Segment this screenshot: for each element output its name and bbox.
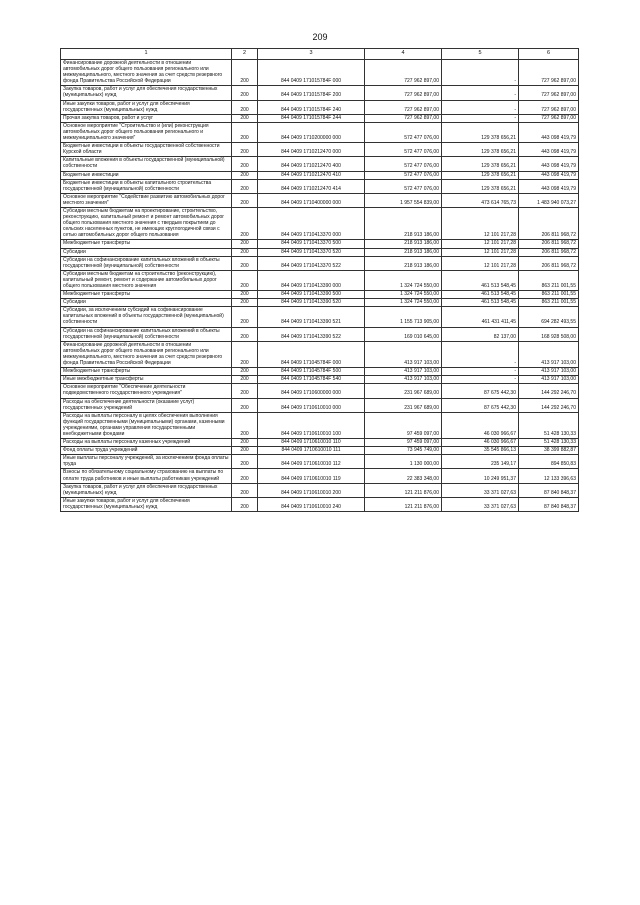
row-budget-code: 844 0409 1710413390 522 [258,327,365,341]
row-executed-amount: - [442,341,519,367]
row-approved-amount: 97 459 097,00 [365,439,442,447]
row-budget-code: 844 0409 171015784F 244 [258,114,365,122]
row-budget-code: 844 0409 171015784F 000 [258,60,365,86]
row-description: Субсидии на софинансирование капитальных вложений в объекты государственной (муниципальной) собственности [61,327,232,341]
row-executed-amount: 12 101 217,28 [442,248,519,256]
row-description: Межбюджетные трансферты [61,368,232,376]
row-approved-amount: 572 477 076,00 [365,122,442,142]
row-approved-amount: 727 962 897,00 [365,100,442,114]
row-description: Бюджетные инвестиции в объекты государственной собственности Курской области [61,143,232,157]
row-unexecuted-amount: 51 428 130,33 [519,412,579,438]
row-budget-code: 844 0409 1710610010 200 [258,483,365,497]
row-approved-amount: 121 211 876,00 [365,483,442,497]
row-executed-amount: 461 431 411,45 [442,307,519,327]
table-row [61,455,579,469]
row-unexecuted-amount: 144 292 246,70 [519,398,579,412]
row-description: Взносы по обязательному социальному страхованию на выплаты по оплате труда работников и иные выплаты работникам учреждений [61,469,232,483]
row-approved-amount: 121 211 876,00 [365,497,442,511]
page-number: 209 [312,32,328,42]
row-executed-amount: 12 101 217,28 [442,240,519,248]
row-unexecuted-amount: 443 098 419,79 [519,171,579,179]
row-line-code: 200 [232,270,258,290]
column-header: 5 [442,49,519,60]
row-line-code: 200 [232,100,258,114]
row-unexecuted-amount: 727 962 897,00 [519,100,579,114]
row-description: Финансирование дорожной деятельности в отношении автомобильных дорог общего пользования регионального или межмуниципального, местного значения за счет средств резервного фонда Правительства Российской Федерации [61,341,232,367]
row-description: Финансирование дорожной деятельности в отношении автомобильных дорог общего пользования регионального или межмуниципального, местного значения за счет средств резервного фонда Правительства Российской Федерации [61,60,232,86]
row-executed-amount: 129 378 656,21 [442,179,519,193]
table-row [61,60,579,86]
table-row [61,240,579,248]
row-unexecuted-amount: 206 811 968,72 [519,207,579,239]
table-row [61,398,579,412]
row-executed-amount: 129 378 656,21 [442,122,519,142]
row-executed-amount: 33 371 027,63 [442,483,519,497]
row-unexecuted-amount: 863 211 001,55 [519,299,579,307]
table-row [61,179,579,193]
row-approved-amount: 218 913 186,00 [365,256,442,270]
row-budget-code: 844 0409 1710413390 520 [258,299,365,307]
row-unexecuted-amount: 413 917 103,00 [519,376,579,384]
row-line-code: 200 [232,469,258,483]
row-unexecuted-amount: 443 098 419,79 [519,143,579,157]
row-executed-amount: 461 513 548,45 [442,299,519,307]
row-description: Закупка товаров, работ и услуг для обеспечения государственных (муниципальных) нужд [61,86,232,100]
row-executed-amount: 46 030 966,67 [442,439,519,447]
row-line-code: 200 [232,207,258,239]
row-unexecuted-amount: 894 850,83 [519,455,579,469]
row-description: Межбюджетные трансферты [61,240,232,248]
table-row [61,327,579,341]
row-line-code: 200 [232,240,258,248]
row-description: Бюджетные инвестиции [61,171,232,179]
table-body [61,60,579,512]
row-budget-code: 844 0409 1710610010 111 [258,447,365,455]
row-unexecuted-amount: 206 811 968,72 [519,248,579,256]
row-unexecuted-amount: 727 962 897,00 [519,86,579,100]
row-line-code: 200 [232,248,258,256]
row-approved-amount: 413 917 103,00 [365,368,442,376]
row-approved-amount: 727 962 897,00 [365,114,442,122]
row-line-code: 200 [232,291,258,299]
row-unexecuted-amount: 87 840 848,37 [519,497,579,511]
table-row [61,270,579,290]
row-description: Бюджетные инвестиции в объекты капитального строительства государственной (муниципальной) собственности [61,179,232,193]
row-line-code: 200 [232,412,258,438]
row-executed-amount: 129 378 656,21 [442,143,519,157]
table-row [61,157,579,171]
table-row [61,368,579,376]
row-unexecuted-amount: 1 483 940 073,27 [519,193,579,207]
table-row [61,291,579,299]
row-unexecuted-amount: 727 962 897,00 [519,60,579,86]
table-row [61,376,579,384]
row-description: Иные закупки товаров, работ и услуг для обеспечения государственных (муниципальных) нужд [61,497,232,511]
row-approved-amount: 1 155 713 905,00 [365,307,442,327]
row-approved-amount: 413 917 103,00 [365,341,442,367]
column-header: 1 [61,49,232,60]
row-budget-code: 844 0409 1710200000 000 [258,122,365,142]
row-description: Основное мероприятие "Содействие развитию автомобильных дорог местного значения" [61,193,232,207]
row-approved-amount: 727 962 897,00 [365,86,442,100]
row-executed-amount: 235 149,17 [442,455,519,469]
row-line-code: 200 [232,368,258,376]
row-budget-code: 844 0409 1710413390 521 [258,307,365,327]
row-description: Субсидии [61,248,232,256]
row-unexecuted-amount: 144 292 246,70 [519,384,579,398]
row-budget-code: 844 0409 1710610010 112 [258,455,365,469]
row-budget-code: 844 0409 1710413390 500 [258,291,365,299]
row-description: Субсидии [61,299,232,307]
row-budget-code: 844 0409 1710610010 100 [258,412,365,438]
row-executed-amount: - [442,376,519,384]
row-executed-amount: 10 249 951,37 [442,469,519,483]
row-executed-amount: 82 137,00 [442,327,519,341]
row-line-code: 200 [232,341,258,367]
row-unexecuted-amount: 206 811 968,72 [519,256,579,270]
row-line-code: 200 [232,179,258,193]
row-unexecuted-amount: 168 928 508,00 [519,327,579,341]
row-description: Основное мероприятие "Строительство и (или) реконструкция автомобильных дорог общего пользования регионального и межмуниципального значения" [61,122,232,142]
table-row [61,248,579,256]
row-approved-amount: 1 324 724 550,00 [365,291,442,299]
row-description: Расходы на обеспечение деятельности (оказание услуг) государственных учреждений [61,398,232,412]
row-budget-code: 844 0409 1710413370 522 [258,256,365,270]
row-line-code: 200 [232,60,258,86]
row-approved-amount: 1 957 554 839,00 [365,193,442,207]
row-unexecuted-amount: 863 211 001,55 [519,291,579,299]
table-row [61,384,579,398]
table-row [61,100,579,114]
table-row [61,341,579,367]
row-approved-amount: 73 945 749,00 [365,447,442,455]
row-approved-amount: 218 913 186,00 [365,248,442,256]
table-row [61,412,579,438]
table-row [61,439,579,447]
row-unexecuted-amount: 443 098 419,79 [519,122,579,142]
row-line-code: 200 [232,122,258,142]
row-line-code: 200 [232,299,258,307]
row-description: Субсидии на софинансирование капитальных вложений в объекты государственной (муниципальной) собственности [61,256,232,270]
row-unexecuted-amount: 694 282 493,55 [519,307,579,327]
row-unexecuted-amount: 206 811 968,72 [519,240,579,248]
row-executed-amount: - [442,60,519,86]
row-line-code: 200 [232,143,258,157]
row-budget-code: 844 0409 1710413370 000 [258,207,365,239]
row-budget-code: 844 0409 1710212470 000 [258,143,365,157]
table-row [61,86,579,100]
row-description: Фонд оплаты труда учреждений [61,447,232,455]
row-approved-amount: 1 130 000,00 [365,455,442,469]
row-executed-amount: - [442,100,519,114]
row-budget-code: 844 0409 1710212470 414 [258,179,365,193]
row-description: Субсидии местным бюджетам на проектирование, строительство, реконструкцию, капитальный ремонт и ремонт автомобильных дорог общего пользования местного значения с твердым покрытием до сельских населенных пунктов, не имеющих круглогодичной связи с сетью автомобильных дорог общего пользования [61,207,232,239]
row-budget-code: 844 0409 1710610010 000 [258,398,365,412]
row-approved-amount: 413 917 103,00 [365,376,442,384]
row-executed-amount: 35 545 866,13 [442,447,519,455]
row-line-code: 200 [232,327,258,341]
row-budget-code: 844 0409 1710610010 119 [258,469,365,483]
row-description: Расходы на выплаты персоналу в целях обеспечения выполнения функций государственными (муниципальными) органами, казенными учреждениями, органами управления государственными внебюджетными фондами [61,412,232,438]
table-row [61,193,579,207]
row-budget-code: 844 0409 171045784F 500 [258,368,365,376]
row-executed-amount: 46 030 966,67 [442,412,519,438]
row-unexecuted-amount: 863 211 001,55 [519,270,579,290]
table-row [61,122,579,142]
table-row [61,447,579,455]
table-row [61,207,579,239]
row-line-code: 200 [232,439,258,447]
row-approved-amount: 218 913 186,00 [365,207,442,239]
row-approved-amount: 22 383 348,00 [365,469,442,483]
row-executed-amount: - [442,86,519,100]
row-unexecuted-amount: 413 917 103,00 [519,368,579,376]
row-line-code: 200 [232,384,258,398]
row-executed-amount: 473 614 765,73 [442,193,519,207]
row-description: Субсидии местным бюджетам на строительство (реконструкцию), капитальный ремонт, ремонт и содержание автомобильных дорог общего пользования местного значения [61,270,232,290]
row-executed-amount: - [442,368,519,376]
column-header: 6 [519,49,579,60]
table-row [61,307,579,327]
row-line-code: 200 [232,157,258,171]
row-approved-amount: 572 477 076,00 [365,171,442,179]
table-row [61,483,579,497]
row-line-code: 200 [232,307,258,327]
row-budget-code: 844 0409 1710610010 240 [258,497,365,511]
row-approved-amount: 572 477 076,00 [365,157,442,171]
row-budget-code: 844 0409 171045784F 540 [258,376,365,384]
row-description: Субсидии, за исключением субсидий на софинансирование капитальных вложений в объекты государственной (муниципальной) собственности [61,307,232,327]
row-budget-code: 844 0409 171015784F 200 [258,86,365,100]
column-header: 2 [232,49,258,60]
row-approved-amount: 572 477 076,00 [365,143,442,157]
row-budget-code: 844 0409 1710600000 000 [258,384,365,398]
column-header: 4 [365,49,442,60]
row-approved-amount: 169 010 645,00 [365,327,442,341]
table-row [61,469,579,483]
row-executed-amount: 461 513 548,45 [442,291,519,299]
row-description: Закупка товаров, работ и услуг для обеспечения государственных (муниципальных) нужд [61,483,232,497]
row-unexecuted-amount: 12 133 396,63 [519,469,579,483]
row-executed-amount: 12 101 217,28 [442,256,519,270]
row-budget-code: 844 0409 1710212470 410 [258,171,365,179]
row-executed-amount: - [442,114,519,122]
row-budget-code: 844 0409 1710400000 000 [258,193,365,207]
row-approved-amount: 231 967 689,00 [365,398,442,412]
row-approved-amount: 1 324 724 550,00 [365,299,442,307]
row-approved-amount: 1 324 724 550,00 [365,270,442,290]
row-line-code: 200 [232,483,258,497]
row-description: Иные выплаты персоналу учреждений, за исключением фонда оплаты труда [61,455,232,469]
row-unexecuted-amount: 727 962 897,00 [519,114,579,122]
row-approved-amount: 218 913 186,00 [365,240,442,248]
row-line-code: 200 [232,86,258,100]
row-approved-amount: 231 967 689,00 [365,384,442,398]
row-line-code: 200 [232,193,258,207]
row-unexecuted-amount: 413 917 103,00 [519,341,579,367]
row-line-code: 200 [232,171,258,179]
row-executed-amount: 129 378 656,21 [442,171,519,179]
row-description: Межбюджетные трансферты [61,291,232,299]
row-description: Расходы на выплаты персоналу казенных учреждений [61,439,232,447]
row-unexecuted-amount: 51 428 130,33 [519,439,579,447]
row-line-code: 200 [232,376,258,384]
row-budget-code: 844 0409 1710413390 000 [258,270,365,290]
row-approved-amount: 572 477 076,00 [365,179,442,193]
row-line-code: 200 [232,447,258,455]
row-approved-amount: 727 962 897,00 [365,60,442,86]
table-row [61,171,579,179]
table-row [61,256,579,270]
row-description: Основное мероприятие "Обеспечение деятельности подведомственного государственного учреждения" [61,384,232,398]
row-description: Иные закупки товаров, работ и услуг для обеспечения государственных (муниципальных) нужд [61,100,232,114]
row-budget-code: 844 0409 1710212470 400 [258,157,365,171]
row-executed-amount: 87 675 442,30 [442,384,519,398]
row-budget-code: 844 0409 1710610010 110 [258,439,365,447]
row-line-code: 200 [232,497,258,511]
row-description: Капитальные вложения в объекты государственной (муниципальной) собственности [61,157,232,171]
header-row [61,49,579,60]
table-row [61,114,579,122]
row-unexecuted-amount: 443 098 419,79 [519,179,579,193]
row-executed-amount: 129 378 656,21 [442,157,519,171]
row-line-code: 200 [232,256,258,270]
row-line-code: 200 [232,455,258,469]
row-unexecuted-amount: 443 098 419,79 [519,157,579,171]
row-line-code: 200 [232,398,258,412]
row-budget-code: 844 0409 171045784F 000 [258,341,365,367]
row-budget-code: 844 0409 1710413370 500 [258,240,365,248]
row-executed-amount: 87 675 442,30 [442,398,519,412]
column-header: 3 [258,49,365,60]
table-row [61,143,579,157]
table-row [61,299,579,307]
row-executed-amount: 461 513 548,45 [442,270,519,290]
row-description: Иные межбюджетные трансферты [61,376,232,384]
row-unexecuted-amount: 38 399 882,87 [519,447,579,455]
row-line-code: 200 [232,114,258,122]
row-approved-amount: 97 459 097,00 [365,412,442,438]
row-description: Прочая закупка товаров, работ и услуг [61,114,232,122]
row-budget-code: 844 0409 171015784F 240 [258,100,365,114]
budget-table [60,48,579,512]
row-budget-code: 844 0409 1710413370 520 [258,248,365,256]
row-unexecuted-amount: 87 840 848,37 [519,483,579,497]
row-executed-amount: 12 101 217,28 [442,207,519,239]
row-executed-amount: 33 371 027,63 [442,497,519,511]
table-row [61,497,579,511]
